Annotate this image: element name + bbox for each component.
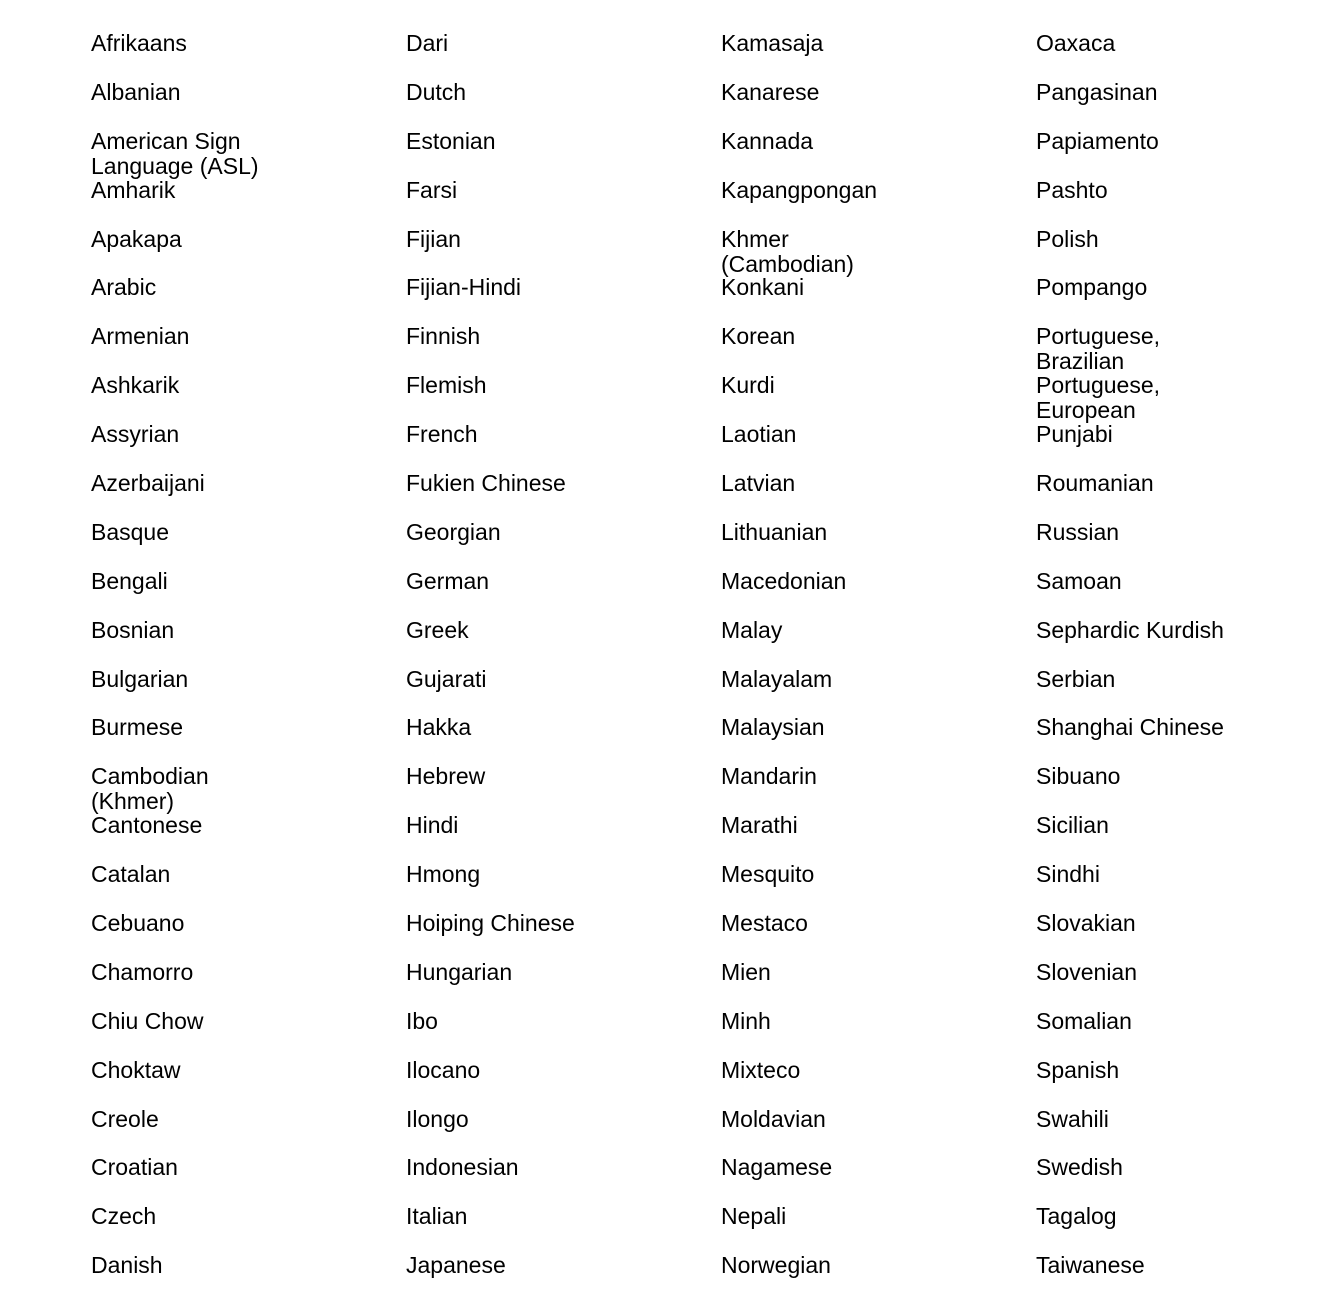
table-cell xyxy=(721,373,1036,422)
language-name: French xyxy=(406,421,478,448)
language-name: Russian xyxy=(1036,518,1120,545)
table-cell xyxy=(91,129,406,178)
language-name: Amharik xyxy=(91,176,176,203)
table-cell xyxy=(91,960,406,1009)
language-name: Choktaw xyxy=(91,1056,181,1083)
language-name: Basque xyxy=(91,518,170,545)
table-cell xyxy=(406,373,721,422)
table-cell xyxy=(721,911,1036,960)
language-name: Japanese xyxy=(406,1252,506,1279)
language-name: Mandarin xyxy=(721,763,817,790)
table-cell xyxy=(91,1058,406,1107)
language-name: Hungarian xyxy=(406,958,513,985)
table-cell xyxy=(721,324,1036,373)
language-name: Macedonian xyxy=(721,567,847,594)
table-cell xyxy=(91,911,406,960)
language-name: Finnish xyxy=(406,323,481,350)
language-name: Malaysian xyxy=(721,714,825,741)
language-name: Samoan xyxy=(1036,567,1122,594)
table-cell xyxy=(1036,862,1326,911)
language-name: Kannada xyxy=(721,127,814,154)
language-name: Shanghai Chinese xyxy=(1036,714,1224,741)
table-cell xyxy=(91,324,406,373)
language-name: Lithuanian xyxy=(721,518,828,545)
language-name: Estonian xyxy=(406,127,496,154)
language-name: Swahili xyxy=(1036,1105,1109,1132)
table-cell xyxy=(1036,667,1326,716)
language-name: Slovenian xyxy=(1036,958,1138,985)
table-cell xyxy=(406,1155,721,1204)
language-name: Cebuano xyxy=(91,910,185,937)
table-cell xyxy=(721,569,1036,618)
table-cell xyxy=(721,1253,1036,1302)
table-cell xyxy=(721,129,1036,178)
table-cell xyxy=(721,80,1036,129)
language-name: Kanarese xyxy=(721,78,820,105)
language-name: Gujarati xyxy=(406,665,487,692)
table-cell xyxy=(406,764,721,813)
table-cell xyxy=(91,1009,406,1058)
table-cell xyxy=(406,422,721,471)
table-cell xyxy=(406,80,721,129)
table-cell xyxy=(406,813,721,862)
language-name: Pompango xyxy=(1036,274,1148,301)
table-cell xyxy=(1036,80,1326,129)
language-name: Hmong xyxy=(406,861,481,888)
language-name: Sibuano xyxy=(1036,763,1121,790)
language-name: Norwegian xyxy=(721,1252,831,1279)
table-cell xyxy=(91,471,406,520)
language-name: Catalan xyxy=(91,861,171,888)
language-name: Kapangpongan xyxy=(721,176,878,203)
language-name: Azerbaijani xyxy=(91,470,205,497)
table-cell xyxy=(1036,1009,1326,1058)
table-cell xyxy=(1036,1253,1326,1302)
language-name: German xyxy=(406,567,490,594)
table-cell xyxy=(1036,813,1326,862)
table-cell xyxy=(406,471,721,520)
language-name: Fijian xyxy=(406,225,461,252)
table-cell xyxy=(406,1204,721,1253)
language-name: Khmer (Cambodian) xyxy=(721,225,854,277)
language-name: Bulgarian xyxy=(91,665,189,692)
language-name: Mestaco xyxy=(721,910,808,937)
table-cell xyxy=(721,1204,1036,1253)
table-cell xyxy=(1036,764,1326,813)
table-cell xyxy=(406,1253,721,1302)
language-name: Spanish xyxy=(1036,1056,1120,1083)
language-name: Ilocano xyxy=(406,1056,481,1083)
table-cell xyxy=(1036,618,1326,667)
table-cell xyxy=(721,275,1036,324)
language-name: Oaxaca xyxy=(1036,30,1116,56)
table-cell xyxy=(1036,1058,1326,1107)
table-cell xyxy=(406,715,721,764)
table-cell xyxy=(721,471,1036,520)
language-name: Danish xyxy=(91,1252,163,1279)
table-cell xyxy=(721,862,1036,911)
table-cell xyxy=(406,1009,721,1058)
table-cell xyxy=(91,569,406,618)
language-name: Farsi xyxy=(406,176,458,203)
language-name: Somalian xyxy=(1036,1007,1132,1034)
language-name: Moldavian xyxy=(721,1105,826,1132)
table-cell xyxy=(721,1155,1036,1204)
table-cell xyxy=(1036,31,1326,80)
table-cell xyxy=(721,715,1036,764)
table-cell xyxy=(1036,227,1326,276)
language-name: Tagalog xyxy=(1036,1203,1117,1230)
language-table xyxy=(91,31,1326,1302)
table-cell xyxy=(1036,1107,1326,1156)
table-cell xyxy=(1036,324,1326,373)
language-name: Laotian xyxy=(721,421,797,448)
table-cell xyxy=(1036,129,1326,178)
language-name: Hoiping Chinese xyxy=(406,910,575,937)
language-name: Punjabi xyxy=(1036,421,1113,448)
language-name: Kamasaja xyxy=(721,30,824,56)
table-cell xyxy=(406,275,721,324)
table-cell xyxy=(91,520,406,569)
language-name: Sindhi xyxy=(1036,861,1100,888)
table-cell xyxy=(721,520,1036,569)
language-name: Ashkarik xyxy=(91,372,180,399)
language-name: Pangasinan xyxy=(1036,78,1158,105)
table-cell xyxy=(406,1058,721,1107)
language-name: Czech xyxy=(91,1203,157,1230)
language-name: Mixteco xyxy=(721,1056,801,1083)
table-cell xyxy=(91,715,406,764)
language-name: Cambodian (Khmer) xyxy=(91,763,209,815)
language-name: Chamorro xyxy=(91,958,194,985)
table-cell xyxy=(1036,1204,1326,1253)
language-name: Latvian xyxy=(721,470,796,497)
table-cell xyxy=(91,373,406,422)
table-cell xyxy=(721,178,1036,227)
table-cell xyxy=(406,520,721,569)
language-name: Slovakian xyxy=(1036,910,1136,937)
language-name: Mien xyxy=(721,958,771,985)
table-cell xyxy=(721,422,1036,471)
table-cell xyxy=(91,1107,406,1156)
language-name: Chiu Chow xyxy=(91,1007,204,1034)
table-cell xyxy=(91,862,406,911)
language-name: Dutch xyxy=(406,78,467,105)
table-cell xyxy=(721,1107,1036,1156)
table-cell xyxy=(721,1058,1036,1107)
table-cell xyxy=(91,275,406,324)
language-name: Serbian xyxy=(1036,665,1116,692)
language-name: Creole xyxy=(91,1105,159,1132)
language-name: Pashto xyxy=(1036,176,1108,203)
language-name: Ibo xyxy=(406,1007,438,1034)
language-name: Malay xyxy=(721,616,783,643)
language-name: Papiamento xyxy=(1036,127,1159,154)
table-cell xyxy=(1036,715,1326,764)
language-name: Hindi xyxy=(406,812,459,839)
table-cell xyxy=(721,1009,1036,1058)
table-cell xyxy=(721,667,1036,716)
language-name: Hebrew xyxy=(406,763,486,790)
table-cell xyxy=(91,80,406,129)
table-cell xyxy=(406,960,721,1009)
table-cell xyxy=(406,324,721,373)
language-name: Burmese xyxy=(91,714,184,741)
table-cell xyxy=(406,862,721,911)
language-name: American Sign Language (ASL) xyxy=(91,127,259,179)
table-cell xyxy=(406,569,721,618)
language-name: Malayalam xyxy=(721,665,833,692)
language-name: Portuguese, Brazilian xyxy=(1036,323,1161,375)
language-name: Bosnian xyxy=(91,616,175,643)
language-name: Roumanian xyxy=(1036,470,1154,497)
language-name: Swedish xyxy=(1036,1154,1123,1181)
language-name: Dari xyxy=(406,30,449,56)
language-name: Apakapa xyxy=(91,225,182,252)
table-cell xyxy=(1036,178,1326,227)
table-cell xyxy=(1036,569,1326,618)
table-cell xyxy=(406,129,721,178)
table-cell xyxy=(1036,520,1326,569)
language-name: Fukien Chinese xyxy=(406,470,566,497)
language-name: Taiwanese xyxy=(1036,1252,1145,1279)
table-cell xyxy=(91,618,406,667)
table-cell xyxy=(406,1107,721,1156)
language-name: Polish xyxy=(1036,225,1099,252)
language-name: Armenian xyxy=(91,323,190,350)
table-cell xyxy=(1036,275,1326,324)
language-name: Ilongo xyxy=(406,1105,469,1132)
language-name: Georgian xyxy=(406,518,501,545)
table-cell xyxy=(406,667,721,716)
table-cell xyxy=(91,1204,406,1253)
language-name: Cantonese xyxy=(91,812,203,839)
table-cell xyxy=(721,31,1036,80)
table-cell xyxy=(721,764,1036,813)
language-name: Indonesian xyxy=(406,1154,519,1181)
language-name: Kurdi xyxy=(721,372,775,399)
table-cell xyxy=(91,31,406,80)
table-cell xyxy=(1036,422,1326,471)
language-name: Flemish xyxy=(406,372,487,399)
language-name: Albanian xyxy=(91,78,181,105)
language-name: Hakka xyxy=(406,714,472,741)
table-cell xyxy=(721,618,1036,667)
table-cell xyxy=(406,911,721,960)
table-cell xyxy=(406,31,721,80)
language-name: Konkani xyxy=(721,274,805,301)
table-cell xyxy=(91,1253,406,1302)
table-cell xyxy=(1036,960,1326,1009)
language-name: Assyrian xyxy=(91,421,180,448)
table-cell xyxy=(1036,471,1326,520)
table-cell xyxy=(406,227,721,276)
language-name: Croatian xyxy=(91,1154,178,1181)
table-cell xyxy=(406,178,721,227)
language-name: Fijian-Hindi xyxy=(406,274,522,301)
language-name: Arabic xyxy=(91,274,157,301)
language-name: Greek xyxy=(406,616,469,643)
table-cell xyxy=(406,618,721,667)
language-name: Marathi xyxy=(721,812,798,839)
table-cell xyxy=(91,422,406,471)
language-name: Afrikaans xyxy=(91,30,187,56)
language-name: Nepali xyxy=(721,1203,787,1230)
language-name: Mesquito xyxy=(721,861,815,888)
table-cell xyxy=(91,813,406,862)
language-name: Sicilian xyxy=(1036,812,1109,839)
language-name: Sephardic Kurdish xyxy=(1036,616,1224,643)
table-cell xyxy=(91,1155,406,1204)
table-cell xyxy=(721,813,1036,862)
language-name: Bengali xyxy=(91,567,168,594)
language-name: Nagamese xyxy=(721,1154,833,1181)
language-name: Minh xyxy=(721,1007,771,1034)
table-cell xyxy=(91,667,406,716)
table-cell xyxy=(91,764,406,813)
language-name: Italian xyxy=(406,1203,468,1230)
language-name: Portuguese, European xyxy=(1036,372,1161,424)
table-cell xyxy=(91,178,406,227)
table-cell xyxy=(1036,373,1326,422)
language-name: Korean xyxy=(721,323,796,350)
table-cell xyxy=(721,960,1036,1009)
table-cell xyxy=(1036,911,1326,960)
table-cell xyxy=(721,227,1036,276)
table-cell xyxy=(91,227,406,276)
table-cell xyxy=(1036,1155,1326,1204)
